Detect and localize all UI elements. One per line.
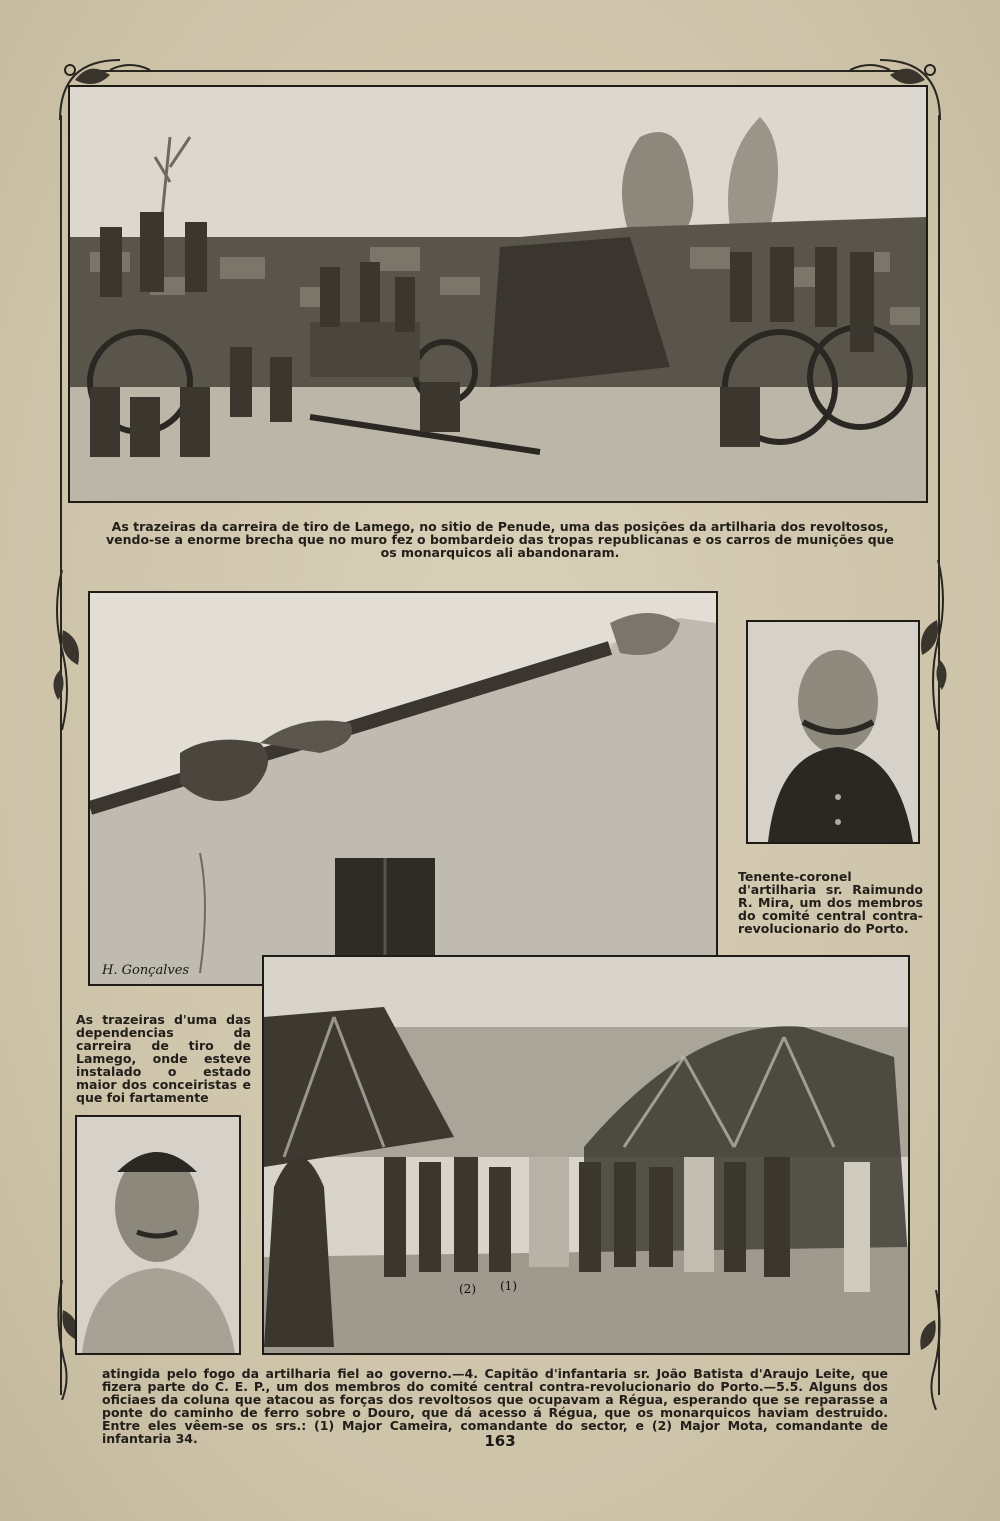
bridge-photo-icon — [264, 957, 908, 1353]
frame-left-rule — [60, 115, 62, 1395]
portrait-photo-icon — [748, 622, 918, 842]
frame-right-rule — [938, 115, 940, 1395]
portrait-leite-photo — [75, 1115, 241, 1355]
photographer-signature: H. Gonçalves — [102, 963, 190, 978]
mira-caption: Tenente-coronel d'artilharia sr. Raimundo R. Mira, um dos membros do comité central contra-revolucionario do Porto. — [738, 869, 923, 936]
frame-top-rule — [95, 70, 905, 72]
ornament-left-mid-icon — [48, 570, 88, 730]
artillery-caption: As trazeiras da carreira de tiro de Lamego, no sitio de Penude, uma das posições da artilharia dos revoltosos, vendo-se a enorme brecha que no muro fez o bombardeio das tropas republicanas e os carros de munições que os monarquicos ali abandonaram. — [105, 519, 895, 560]
mark-major-mota: (2) — [459, 1282, 476, 1296]
bridge-group-photo — [262, 955, 910, 1355]
dependencies-caption: As trazeiras d'uma das dependencias da carreira de tiro de Lamego, onde esteve instalado o estado maior dos conceiristas e que foi fartamente — [76, 1012, 251, 1105]
artillery-position-photo — [68, 85, 928, 503]
damaged-building-photo — [88, 591, 718, 986]
page-number: 163 — [484, 1432, 516, 1450]
portrait-photo-icon — [77, 1117, 239, 1353]
battlefield-photo-icon — [70, 87, 926, 501]
damaged-wall-photo-icon — [90, 593, 716, 984]
bottom-caption: atingida pelo fogo da artilharia fiel ao governo.—4. Capitão d'infantaria sr. João Batista d'Araujo Leite, que fizera parte do C. E. P., um dos membros do comité central contra-revolucionario do Porto.—5.5. Alguns dos oficiaes da coluna que atacou as forças dos revoltosos que ocupavam a Régua, esperando que se reparasse a ponte do caminho de ferro sobre o Douro, que dá acesso á Régua, que os monarquicos haviam destruido. Entre eles vêem-se os srs.: (1) Major Cameira, comandante do sector, e (2) Major Mota, comandante de infantaria 34. — [102, 1366, 888, 1446]
portrait-mira-photo — [746, 620, 920, 844]
mark-major-cameira: (1) — [500, 1279, 517, 1293]
